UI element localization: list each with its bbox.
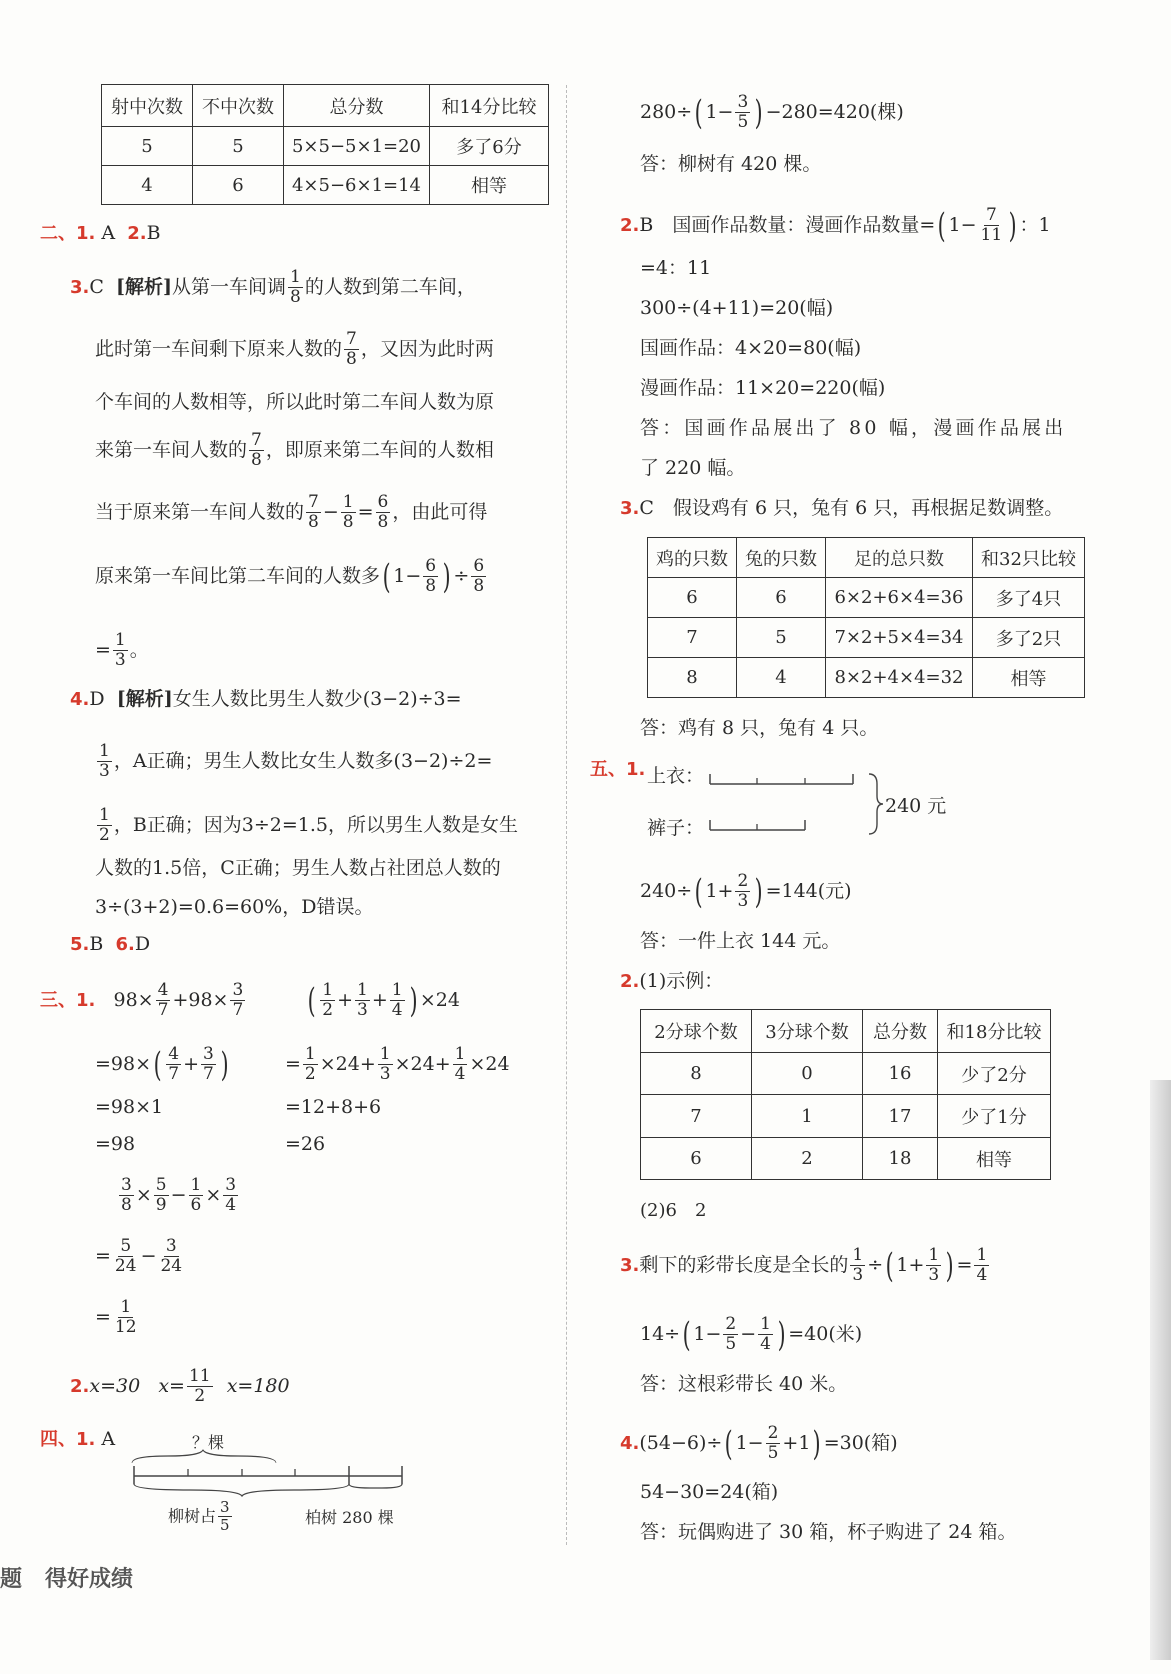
table-row: 8 0 16 少了2分 <box>641 1053 1051 1095</box>
r3-line4b: 54−30=24(箱) <box>640 1481 779 1503</box>
q4-line4: 人数的1.5倍，C正确；男生人数占社团总人数的 <box>95 857 501 879</box>
page-edge-shadow <box>1150 1080 1171 1660</box>
table-row: 7 1 17 少了1分 <box>641 1095 1051 1138</box>
q4-line2: $\frac{1}{3}$ ，A正确；男生人数比女生人数多(3−2)÷2= <box>99 741 493 782</box>
chicken-rabbit-table <box>647 537 1085 698</box>
r-q2: 2.B 国画作品数量：漫画作品数量=( 1− $\frac{7}{11}$ ) ：1 <box>620 205 1051 246</box>
r3-q2b: (2)6 2 <box>640 1200 707 1221</box>
calc2-line3: =12+8+6 <box>285 1096 382 1118</box>
r3-eq3: 14÷( 1− $\frac{2}{5}$ − $\frac{1}{4}$ ) =40(米) <box>640 1314 863 1355</box>
table-header: 2分球个数 <box>641 1010 752 1053</box>
r3-answer4: 答：玩偶购进了 30 箱，杯子购进了 24 箱。 <box>640 1521 1017 1543</box>
table-header: 和14分比较 <box>430 85 549 127</box>
r-line2: 答：柳树有 420 棵。 <box>640 153 822 175</box>
table-header: 总分数 <box>284 85 430 127</box>
q3-line1: 3.C [解析]从第一车间调 $\frac{1}{8}$ 的人数到第二车间， <box>70 267 476 308</box>
q5-6-answers: 5.B 6.D <box>70 933 151 955</box>
diagram-left-label: 柳树占 $\frac{3}{5}$ <box>168 1498 230 1535</box>
calc2-line2: = $\frac{1}{2}$ ×24+ $\frac{1}{3}$ ×24+ $\frac{1}{4}$ ×24 <box>285 1044 510 1085</box>
section-4-answer: 四、1. A <box>40 1428 116 1450</box>
clothes-line-diagram <box>705 766 885 836</box>
table-header: 和32只比较 <box>973 538 1085 578</box>
diagram-top-label: ？棵 <box>192 1433 225 1452</box>
calc2-line1: ( $\frac{1}{2}$ + $\frac{1}{3}$ + $\frac{1}{4}$ ) ×24 <box>307 980 460 1021</box>
footer-slogan: 题 得好成绩 <box>0 1566 134 1592</box>
calc3-line1: $\frac{3}{8}$ × $\frac{5}{9}$ − $\frac{1}{6}$ × $\frac{3}{4}$ <box>121 1175 237 1216</box>
r2-q2: 2.(1)示例： <box>620 970 724 992</box>
table-header: 不中次数 <box>193 85 284 127</box>
r2-answer1: 答：一件上衣 144 元。 <box>640 930 841 952</box>
calc1-line2: =98×( $\frac{4}{7}$ + $\frac{3}{7}$ ) <box>95 1044 229 1085</box>
tree-line-diagram <box>130 1454 410 1496</box>
calc1-line3: =98×1 <box>95 1096 164 1118</box>
table-header: 兔的只数 <box>737 538 826 578</box>
r3-q3: 3.剩下的彩带长度是全长的 $\frac{1}{3}$ ÷( 1+ $\frac{1}{3}$ ) = $\frac{1}{4}$ <box>620 1245 988 1286</box>
q3-line7: = $\frac{1}{3}$ 。 <box>95 630 149 671</box>
q4-line1: 4.D [解析]女生人数比男生人数少(3−2)÷3= <box>70 688 462 710</box>
calc2-line4: =26 <box>285 1133 326 1155</box>
q3-line3: 个车间的人数相等，所以此时第二车间人数为原 <box>95 391 495 413</box>
table-row: 5 5 5×5−5×1=20 多了6分 <box>102 127 549 166</box>
shooting-table <box>101 84 549 205</box>
calc1-line1: 三、1. 98× $\frac{4}{7}$ +98× $\frac{3}{7}$ <box>40 980 244 1021</box>
clothes-label-top: 上衣： <box>647 765 705 787</box>
r-line4: =4：11 <box>640 257 712 279</box>
table-row: 6 6 6×2+6×4=36 多了4只 <box>648 578 1085 618</box>
r3-answer3: 答：这根彩带长 40 米。 <box>640 1373 848 1395</box>
r2-answer: 答：鸡有 8 只，兔有 4 只。 <box>640 717 879 739</box>
table-header: 射中次数 <box>102 85 193 127</box>
table-header: 总分数 <box>863 1010 938 1053</box>
clothes-label-bottom: 裤子： <box>647 817 705 839</box>
r-q3: 3.C 假设鸡有 6 只，兔有 6 只，再根据足数调整。 <box>620 497 1064 519</box>
table-row: 4 6 4×5−6×1=14 相等 <box>102 166 549 205</box>
section-2-answers: 二、1. A 2.B <box>40 222 161 244</box>
q4-line3: $\frac{1}{2}$ ，B正确；因为3÷2=1.5，所以男生人数是女生 <box>99 805 519 846</box>
calc3-line2: = $\frac{5}{24}$ − $\frac{3}{24}$ <box>95 1236 183 1277</box>
diagram-right-label: 柏树 280 棵 <box>305 1508 394 1527</box>
column-divider <box>566 85 567 1545</box>
r2-eq1: 240÷( 1+ $\frac{2}{3}$ ) =144(元) <box>640 871 852 912</box>
r-line6: 国画作品：4×20=80(幅) <box>640 337 862 359</box>
q3-line2: 此时第一车间剩下原来人数的 $\frac{7}{8}$ ，又因为此时两 <box>95 329 494 370</box>
q4-line5: 3÷(3+2)=0.6=60%，D错误。 <box>95 896 374 918</box>
table-header: 足的总只数 <box>826 538 973 578</box>
table-row: 6 2 18 相等 <box>641 1138 1051 1180</box>
r-line7: 漫画作品：11×20=220(幅) <box>640 377 886 399</box>
r3-q4: 4.(54−6)÷( 1− $\frac{2}{5}$ +1) =30(箱) <box>620 1423 898 1464</box>
table-row: 8 4 8×2+4×4=32 相等 <box>648 658 1085 698</box>
clothes-total: 240 元 <box>885 795 947 817</box>
r-line5: 300÷(4+11)=20(幅) <box>640 297 834 319</box>
table-header: 和18分比较 <box>938 1010 1051 1053</box>
q3-line5: 当于原来第一车间人数的 $\frac{7}{8}$ − $\frac{1}{8}$ = $\frac{6}{8}$ ，由此可得 <box>95 492 488 533</box>
q2-x-answers: 2.x=30 x= $\frac{11}{2}$ x=180 <box>70 1366 290 1407</box>
section-5-num: 五、1. <box>590 759 646 780</box>
r-line1: 280÷( 1− $\frac{3}{5}$ ) −280=420(棵) <box>640 92 904 133</box>
r-line8: 答：国画作品展出了 80 幅，漫画作品展出 <box>640 417 1067 439</box>
table-header: 鸡的只数 <box>648 538 737 578</box>
q3-line4: 来第一车间人数的 $\frac{7}{8}$ ，即原来第二车间的人数相 <box>95 430 494 471</box>
calc1-line4: =98 <box>95 1133 136 1155</box>
table-row: 7 5 7×2+5×4=34 多了2只 <box>648 618 1085 658</box>
r-line9: 了 220 幅。 <box>640 457 746 479</box>
calc3-line3: = $\frac{1}{12}$ <box>95 1297 137 1338</box>
q3-line6: 原来第一车间比第二车间的人数多( 1− $\frac{6}{8}$ ) ÷ $\frac{6}{8}$ <box>95 556 485 597</box>
table-header: 3分球个数 <box>752 1010 863 1053</box>
basketball-table <box>640 1009 1051 1180</box>
